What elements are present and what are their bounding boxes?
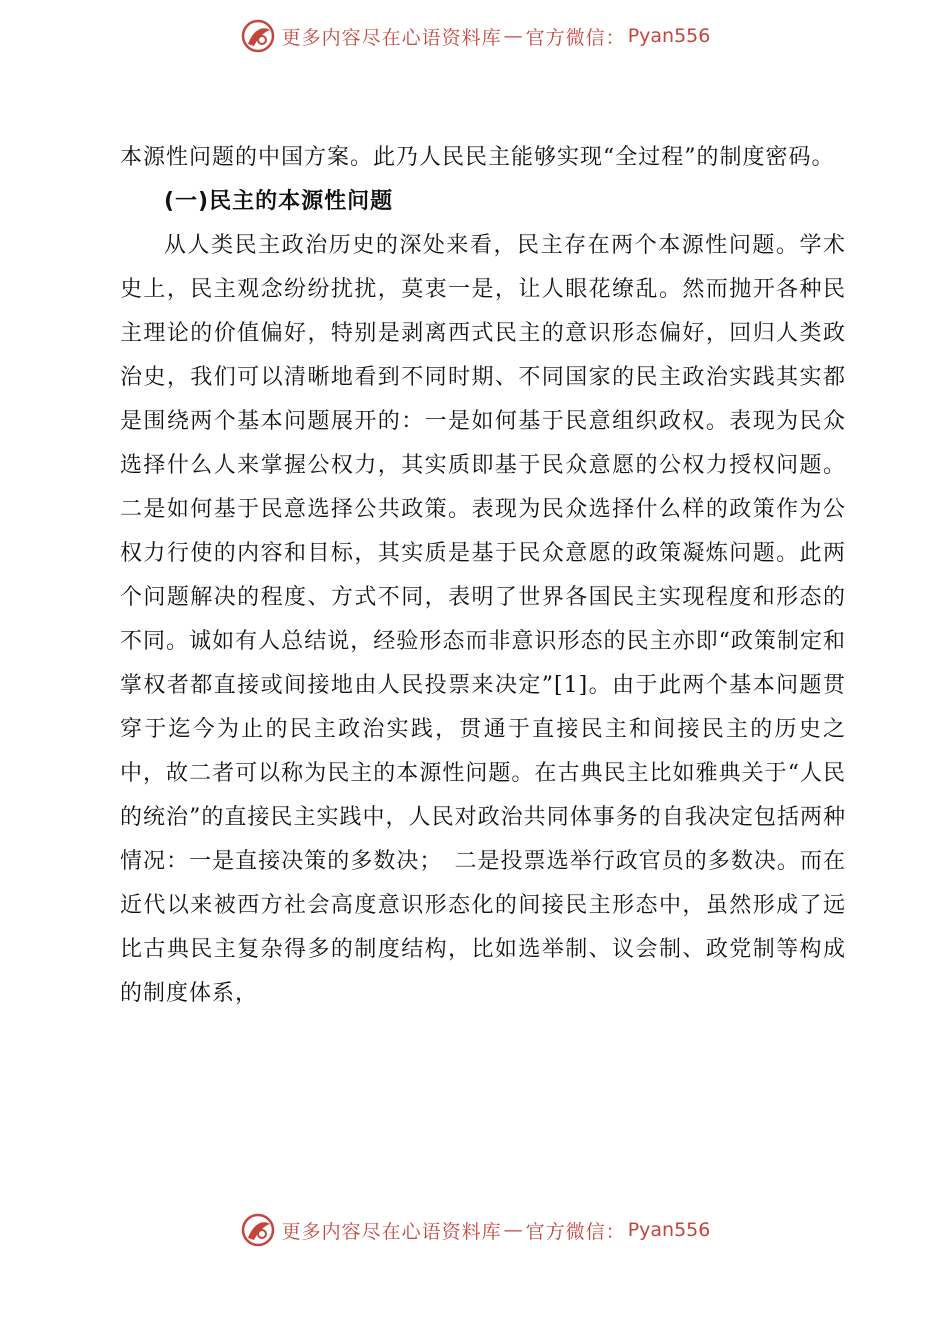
document-body bbox=[120, 136, 846, 1016]
watermark-contact-label: 官方微信： bbox=[525, 26, 626, 49]
logo-icon bbox=[240, 1212, 276, 1248]
watermark-text: 更多内容尽在心语资料库 bbox=[281, 26, 502, 49]
watermark-footer bbox=[0, 1208, 950, 1252]
watermark-contact-label: 官方微信： bbox=[525, 1220, 626, 1243]
paragraph-main: 从人类民主政治历史的深处来看，民主存在两个本源性问题。学术史上，民主观念纷纷扰扰，莫衷一是，让人眼花缭乱。然而抛开各种民主理论的价值偏好，特别是剥离西式民主的意识形态偏好，回归人类政治史，我们可以清晰地看到不同时期、不同国家的民主政治实践其实都是围绕两个基本问题展开的：一是如何基于民意组织政权。表现为民众选择什么人来掌握公权力，其实质即基于民众意愿的公权力授权问题。二是如何基于民意选择公共政策。表现为民众选择什么样的政策作为公权力行使的内容和目标，其实质是基于民众意愿的政策凝炼问题。此两个问题解决的程度、方式不同，表明了世界各国民主实现程度和形态的不同。诚如有人总结说，经验形态而非意识形态的民主亦即“政策制定和掌权者都直接或间接地由人民投票来决定”[1]。由于此两个基本问题贯穿于迄今为止的民主政治实践，贯通于直接民主和间接民主的历史之中，故二者可以称为民主的本源性问题。在古典民主比如雅典关于“人民的统治”的直接民主实践中，人民对政治共同体事务的自我决定包括两种情况：一是直接决策的多数决； 二是投票选举行政官员的多数决。而在近代以来被西方社会高度意识形态化的间接民主形态中，虽然形成了远比古典民主复杂得多的制度结构，比如选举制、议会制、政党制等构成的制度体系， bbox=[120, 233, 846, 1006]
watermark-text: 更多内容尽在心语资料库 bbox=[281, 1220, 502, 1243]
watermark-contact-id: Pyan556 bbox=[627, 1219, 711, 1241]
section-heading: (一)民主的本源性问题 bbox=[164, 189, 394, 214]
watermark-header bbox=[0, 14, 950, 58]
watermark-contact-id: Pyan556 bbox=[627, 25, 711, 47]
watermark-separator: — bbox=[503, 1219, 524, 1241]
paragraph-continued: 本源性问题的中国方案。此乃人民民主能够实现“全过程”的制度密码。 bbox=[120, 145, 835, 170]
watermark-separator: — bbox=[503, 25, 524, 47]
logo-icon bbox=[240, 18, 276, 54]
